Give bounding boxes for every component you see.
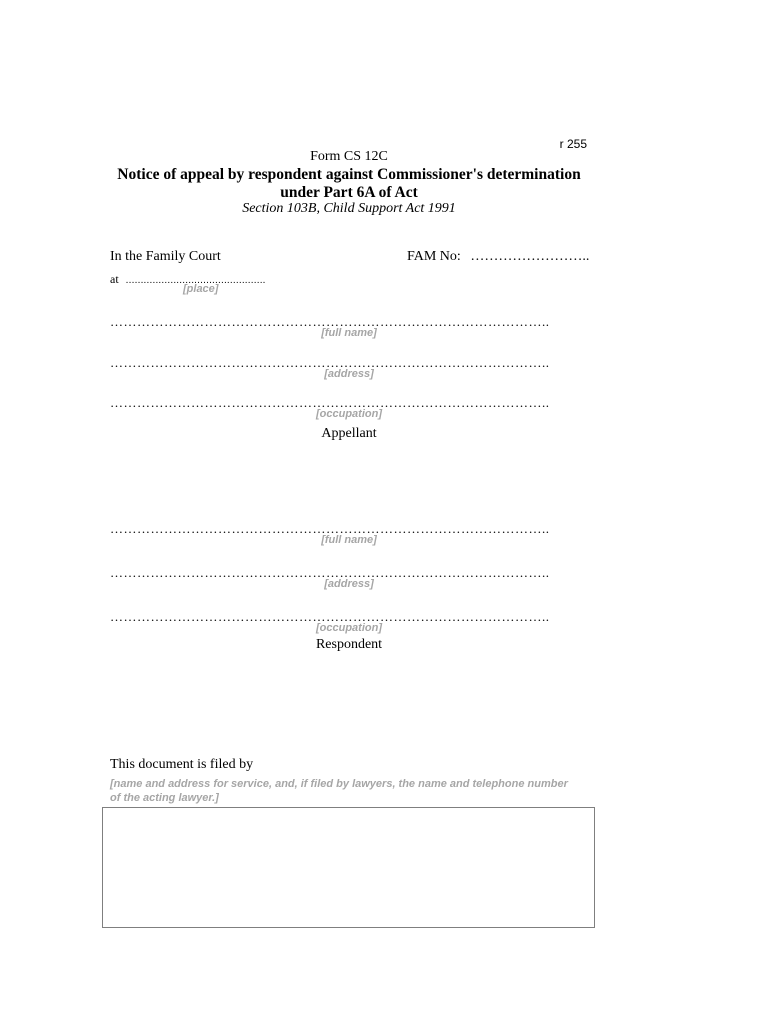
respondent-occupation-field[interactable]: …………………………………………………………………………………….. [110, 609, 550, 624]
fam-number-dots: …………………….. [470, 249, 590, 264]
fam-number-field[interactable] [407, 249, 589, 265]
appellant-full-name-field[interactable]: …………………………………………………………………………………….. [110, 314, 550, 329]
appellant-address-field[interactable]: …………………………………………………………………………………….. [110, 355, 550, 370]
respondent-role-label: Respondent [315, 637, 383, 652]
section-reference: Section 103B, Child Support Act 1991 [242, 201, 456, 216]
respondent-full-name-field[interactable]: …………………………………………………………………………………….. [110, 521, 550, 536]
respondent-full-name-hint: [full name] [321, 534, 377, 546]
rule-reference: r 255 [559, 137, 587, 151]
appellant-occupation-hint: [occupation] [316, 408, 382, 420]
form-title-line2: under Part 6A of Act [280, 184, 418, 201]
respondent-address-field[interactable]: …………………………………………………………………………………….. [110, 565, 550, 580]
appellant-address-hint: [address] [324, 368, 374, 380]
court-label: In the Family Court [110, 249, 221, 264]
form-title-line1: Notice of appeal by respondent against Commissioner's determination [117, 166, 581, 183]
filer-details-box[interactable] [102, 807, 595, 928]
respondent-address-hint: [address] [324, 578, 374, 590]
appellant-role-label: Appellant [321, 426, 377, 441]
appellant-occupation-field[interactable]: …………………………………………………………………………………….. [110, 395, 550, 410]
appellant-full-name-hint: [full name] [321, 327, 377, 339]
place-hint: [place] [183, 283, 219, 295]
filed-by-label: This document is filed by [110, 757, 254, 772]
fam-number-label: FAM No: [407, 249, 461, 264]
form-number: Form CS 12C [310, 149, 388, 164]
place-dots: ............................................... [125, 275, 266, 286]
respondent-occupation-hint: [occupation] [316, 622, 382, 634]
filed-by-hint: [name and address for service, and, if filed by lawyers, the name and telephone number of the acting lawyer.] [110, 778, 568, 804]
form-title [110, 166, 588, 202]
at-label: at [110, 272, 119, 286]
